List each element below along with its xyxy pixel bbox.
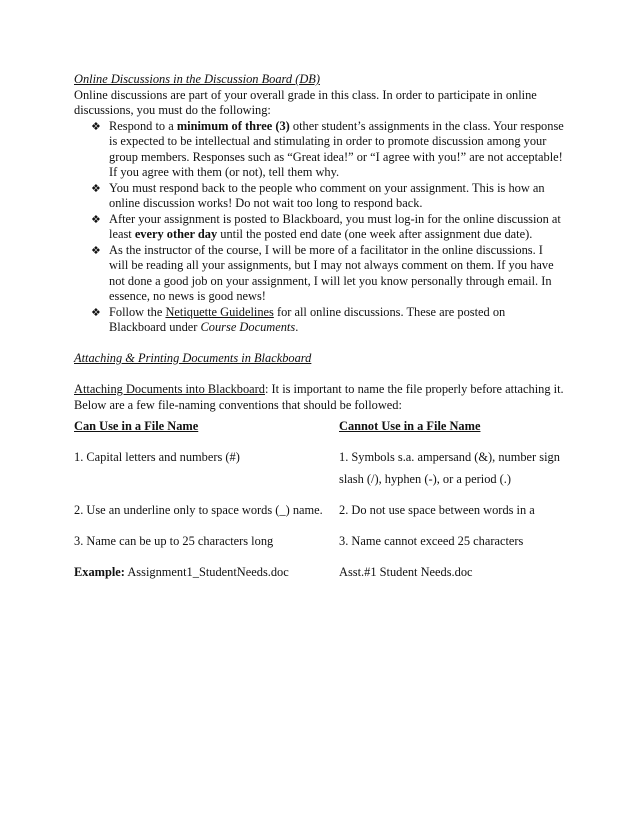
diamond-bullet-icon: ❖	[91, 119, 101, 133]
online-discussions-title: Online Discussions in the Discussion Board (DB)	[74, 72, 320, 86]
every-other-day-emphasis: every other day	[134, 227, 218, 241]
list-item: ❖ Follow the Netiquette Guidelines for all online discussions. These are posted on Blackboard under Course Documents.	[91, 304, 506, 334]
diamond-bullet-icon: ❖	[91, 212, 101, 226]
online-discussions-intro: Online discussions are part of your overall grade in this class. In order to participate in online discussions, you must do the following:	[74, 87, 537, 117]
table-row-continuation: slash (/), hyphen (-), or a period (.)	[339, 471, 512, 486]
diamond-bullet-icon: ❖	[91, 243, 101, 257]
attaching-printing-title: Attaching & Printing Documents in Blackboard	[74, 351, 312, 365]
example-row: Example: Assignment1_StudentNeeds.doc Asst.#1 Student Needs.doc	[74, 564, 473, 579]
table-row: 1. Capital letters and numbers (#) 1. Symbols s.a. ampersand (&), number sign	[74, 450, 560, 464]
table-row: 2. Use an underline only to space words (_) name. 2. Do not use space between words in a	[74, 502, 535, 517]
list-item: ❖ As the instructor of the course, I will be more of a facilitator in the online discussions. I will be reading all your assignments, but I may not always comment on them. If you have not done a good job on your assignment, I will let you know personally through email. In essence, no news is good news!	[91, 242, 554, 303]
document-content	[74, 72, 564, 580]
table-row: 3. Name can be up to 25 characters long 3. Name cannot exceed 25 characters	[74, 533, 524, 548]
example-label: Example:	[74, 564, 125, 579]
table-header-row	[74, 419, 564, 435]
list-item: ❖ Respond to a minimum of three (3) other student’s assignments in the class. Your response is expected to be intellectual and stimulating in order to promote discussion among your group members. Responses such as “Great idea!” or “I agree with you!” are not acceptable! If you agree with them (or not), tell them why.	[91, 118, 564, 179]
attaching-intro: Attaching Documents into Blackboard: It is important to name the file properly before attaching it. Below are a few file-naming conventions that should be followed:	[74, 382, 564, 412]
diamond-bullet-icon: ❖	[91, 305, 101, 319]
diamond-bullet-icon: ❖	[91, 181, 101, 195]
can-use-header: Can Use in a File Name	[74, 419, 199, 433]
list-item: ❖ You must respond back to the people who comment on your assignment. This is how an online discussion works! Do not wait too long to respond back.	[91, 180, 545, 210]
cannot-use-header: Cannot Use in a File Name	[339, 419, 481, 433]
list-item: ❖ After your assignment is posted to Blackboard, you must log-in for the online discussion at least every other day until the posted end date (one week after assignment due date).	[91, 211, 561, 241]
attaching-subtitle: Attaching Documents into Blackboard	[74, 382, 265, 396]
netiquette-guidelines-link[interactable]: Netiquette Guidelines	[165, 304, 274, 319]
minimum-three-emphasis: minimum of three (3)	[176, 118, 290, 133]
requirements-list	[74, 119, 564, 336]
file-naming-table	[74, 419, 564, 580]
